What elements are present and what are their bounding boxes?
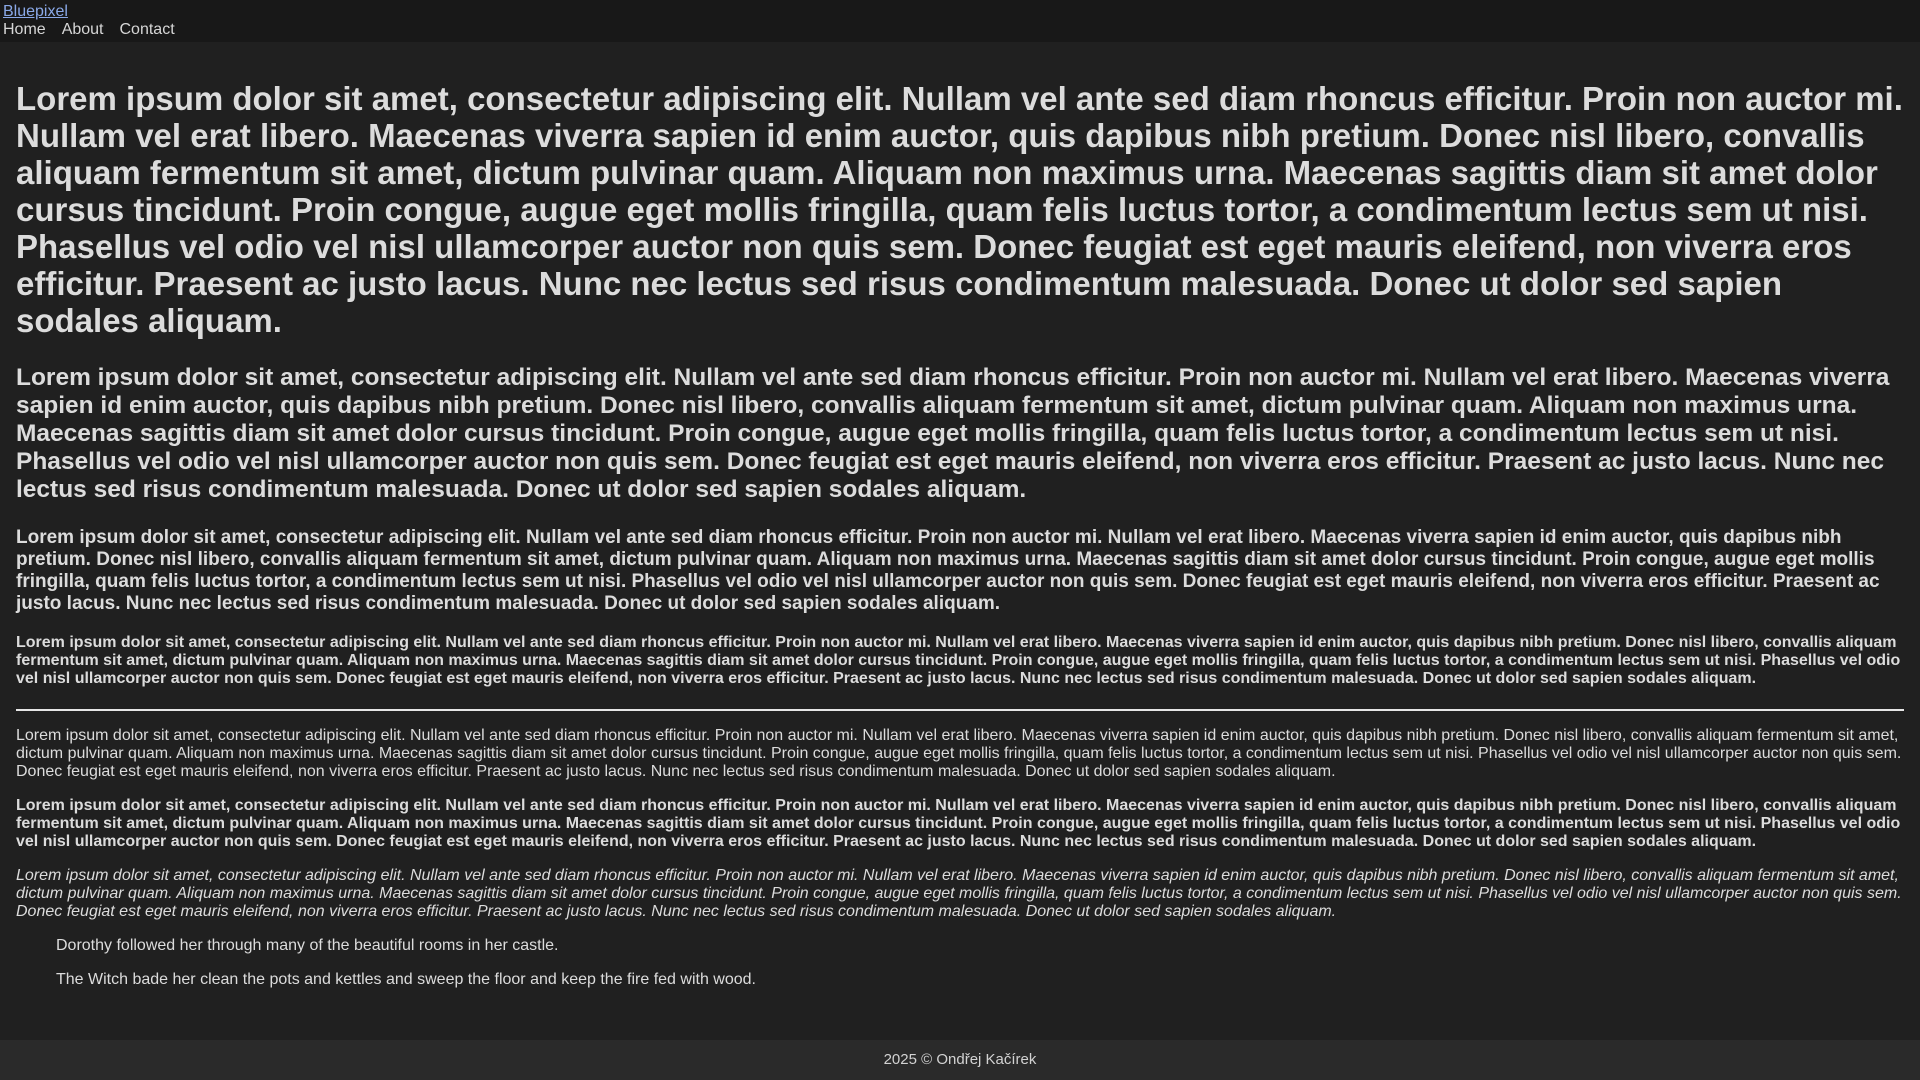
paragraph-bold: Lorem ipsum dolor sit amet, consectetur adipiscing elit. Nullam vel ante sed diam rhoncus efficitur. Proin non auctor mi. Nullam vel erat libero. Maecenas viverra sapien id enim auctor, quis dapibus nibh pretium. Donec nisl libero, convallis aliquam fermentum sit amet, dictum pulvinar quam. Aliquam non maximus urna. Maecenas sagittis diam sit amet dolor cursus tincidunt. Proin congue, augue eget mollis fringilla, quam felis luctus tortor, a condimentum lectus sem ut nisi. Phasellus vel odio vel nisl ullamcorper auctor non quis sem. Donec feugiat est eget mauris eleifend, non viverra eros efficitur. Praesent ac justo lacus. Nunc nec lectus sed risus condimentum malesuada. Donec ut dolor sed sapien sodales aliquam. xyxy=(16,797,1901,850)
heading-level-1: Lorem ipsum dolor sit amet, consectetur adipiscing elit. Nullam vel ante sed diam rhoncus efficitur. Proin non auctor mi. Nullam vel erat libero. Maecenas viverra sapien id enim auctor, quis dapibus nibh pretium. Donec nisl libero, convallis aliquam fermentum sit amet, dictum pulvinar quam. Aliquam non maximus urna. Maecenas sagittis diam sit amet dolor cursus tincidunt. Proin congue, augue eget mollis fringilla, quam felis luctus tortor, a condimentum lectus sem ut nisi. Phasellus vel odio vel nisl ullamcorper auctor non quis sem. Donec feugiat est eget mauris eleifend, non viverra eros efficitur. Praesent ac justo lacus. Nunc nec lectus sed risus condimentum malesuada. Donec ut dolor sed sapien sodales aliquam. xyxy=(16,80,1903,339)
nav-home-link[interactable]: Home xyxy=(3,21,46,38)
paragraph-italic: Lorem ipsum dolor sit amet, consectetur adipiscing elit. Nullam vel ante sed diam rhoncus efficitur. Proin non auctor mi. Nullam vel erat libero. Maecenas viverra sapien id enim auctor, quis dapibus nibh pretium. Donec nisl libero, convallis aliquam fermentum sit amet, dictum pulvinar quam. Aliquam non maximus urna. Maecenas sagittis diam sit amet dolor cursus tincidunt. Proin congue, augue eget mollis fringilla, quam felis luctus tortor, a condimentum lectus sem ut nisi. Phasellus vel odio vel nisl ullamcorper auctor non quis sem. Donec feugiat est eget mauris eleifend, non viverra eros efficitur. Praesent ac justo lacus. Nunc nec lectus sed risus condimentum malesuada. Donec ut dolor sed sapien sodales aliquam. xyxy=(16,867,1902,920)
paragraph-regular: Lorem ipsum dolor sit amet, consectetur adipiscing elit. Nullam vel ante sed diam rhoncus efficitur. Proin non auctor mi. Nullam vel erat libero. Maecenas viverra sapien id enim auctor, quis dapibus nibh pretium. Donec nisl libero, convallis aliquam fermentum sit amet, dictum pulvinar quam. Aliquam non maximus urna. Maecenas sagittis diam sit amet dolor cursus tincidunt. Proin congue, augue eget mollis fringilla, quam felis luctus tortor, a condimentum lectus sem ut nisi. Phasellus vel odio vel nisl ullamcorper auctor non quis sem. Donec feugiat est eget mauris eleifend, non viverra eros efficitur. Praesent ac justo lacus. Nunc nec lectus sed risus condimentum malesuada. Donec ut dolor sed sapien sodales aliquam. xyxy=(16,727,1902,780)
main-nav xyxy=(3,21,1917,39)
top-bar xyxy=(0,0,1920,42)
nav-about-link[interactable]: About xyxy=(61,21,104,38)
nav-contact-link[interactable]: Contact xyxy=(119,21,175,38)
brand-link[interactable]: Bluepixel xyxy=(3,3,68,20)
heading-level-2: Lorem ipsum dolor sit amet, consectetur adipiscing elit. Nullam vel ante sed diam rhoncus efficitur. Proin non auctor mi. Nullam vel erat libero. Maecenas viverra sapien id enim auctor, quis dapibus nibh pretium. Donec nisl libero, convallis aliquam fermentum sit amet, dictum pulvinar quam. Aliquam non maximus urna. Maecenas sagittis diam sit amet dolor cursus tincidunt. Proin congue, augue eget mollis fringilla, quam felis luctus tortor, a condimentum lectus sem ut nisi. Phasellus vel odio vel nisl ullamcorper auctor non quis sem. Donec feugiat est eget mauris eleifend, non viverra eros efficitur. Praesent ac justo lacus. Nunc nec lectus sed risus condimentum malesuada. Donec ut dolor sed sapien sodales aliquam. xyxy=(16,364,1890,503)
blockquote xyxy=(16,937,1904,989)
main-content xyxy=(0,42,1920,1040)
copyright-text: 2025 © Ondřej Kačírek xyxy=(883,1051,1037,1068)
page-footer xyxy=(0,1040,1920,1080)
quote-line: The Witch bade her clean the pots and kettles and sweep the floor and keep the fire fed with wood. xyxy=(56,971,756,988)
heading-level-3: Lorem ipsum dolor sit amet, consectetur adipiscing elit. Nullam vel ante sed diam rhoncus efficitur. Proin non auctor mi. Nullam vel erat libero. Maecenas viverra sapien id enim auctor, quis dapibus nibh pretium. Donec nisl libero, convallis aliquam fermentum sit amet, dictum pulvinar quam. Aliquam non maximus urna. Maecenas sagittis diam sit amet dolor cursus tincidunt. Proin congue, augue eget mollis fringilla, quam felis luctus tortor, a condimentum lectus sem ut nisi. Phasellus vel odio vel nisl ullamcorper auctor non quis sem. Donec feugiat est eget mauris eleifend, non viverra eros efficitur. Praesent ac justo lacus. Nunc nec lectus sed risus condimentum malesuada. Donec ut dolor sed sapien sodales aliquam. xyxy=(16,527,1880,614)
section-divider xyxy=(16,709,1904,711)
heading-level-4: Lorem ipsum dolor sit amet, consectetur adipiscing elit. Nullam vel ante sed diam rhoncus efficitur. Proin non auctor mi. Nullam vel erat libero. Maecenas viverra sapien id enim auctor, quis dapibus nibh pretium. Donec nisl libero, convallis aliquam fermentum sit amet, dictum pulvinar quam. Aliquam non maximus urna. Maecenas sagittis diam sit amet dolor cursus tincidunt. Proin congue, augue eget mollis fringilla, quam felis luctus tortor, a condimentum lectus sem ut nisi. Phasellus vel odio vel nisl ullamcorper auctor non quis sem. Donec feugiat est eget mauris eleifend, non viverra eros efficitur. Praesent ac justo lacus. Nunc nec lectus sed risus condimentum malesuada. Donec ut dolor sed sapien sodales aliquam. xyxy=(16,634,1901,687)
quote-line: Dorothy followed her through many of the beautiful rooms in her castle. xyxy=(56,937,559,954)
